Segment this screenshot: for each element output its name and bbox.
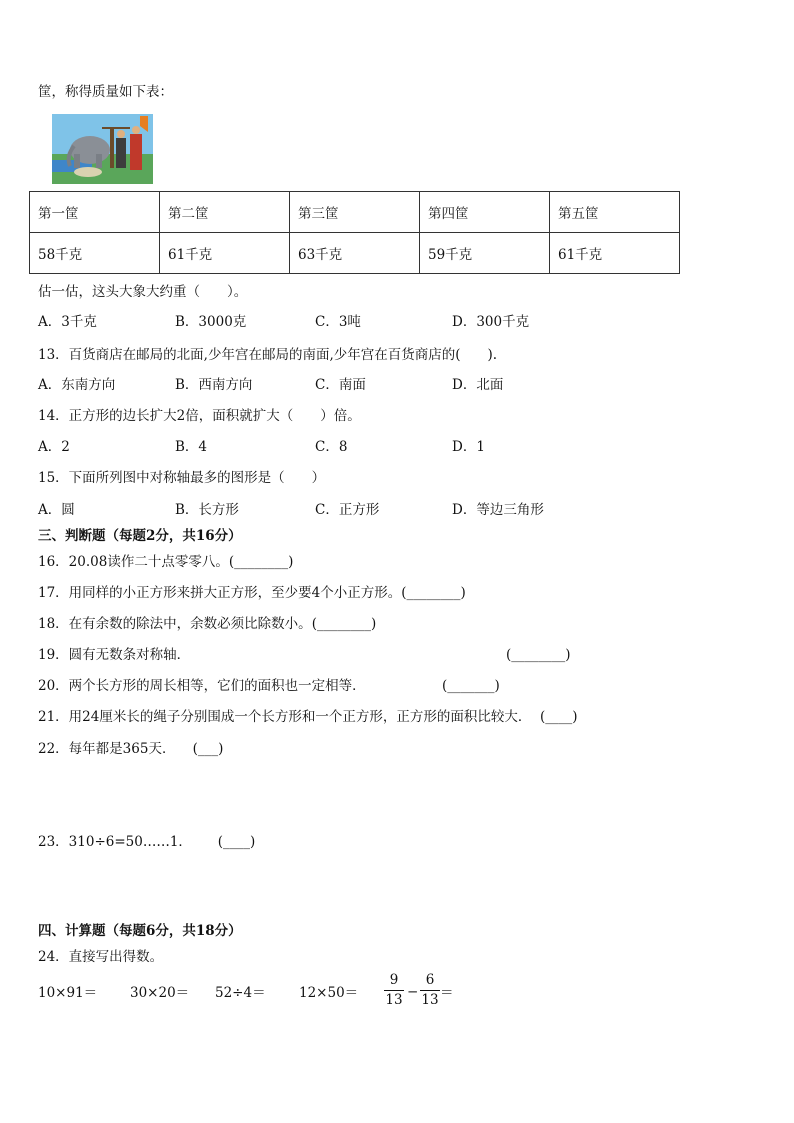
option-a[interactable]: A．3千克 bbox=[38, 314, 97, 330]
judge-question-19: 19．圆有无数条对称轴． bbox=[38, 647, 191, 663]
fraction-expression bbox=[384, 972, 474, 1012]
table-header-cell: 第二筐 bbox=[160, 192, 290, 233]
fraction-2 bbox=[420, 972, 440, 1009]
option-a[interactable]: A．东南方向 bbox=[38, 377, 116, 393]
answer-blank[interactable]: (________) bbox=[401, 585, 466, 601]
question-24-stem: 24．直接写出得数。 bbox=[38, 949, 164, 965]
table-cell: 59千克 bbox=[420, 233, 550, 274]
numerator: 9 bbox=[389, 972, 399, 988]
judge-question-17 bbox=[38, 584, 466, 602]
judge-question-21 bbox=[38, 708, 578, 726]
denominator: 13 bbox=[385, 992, 403, 1008]
option-b[interactable]: B．西南方向 bbox=[175, 377, 253, 393]
equals-sign: ＝ bbox=[440, 985, 454, 1001]
judge-question-20: 20．两个长方形的周长相等，它们的面积也一定相等． bbox=[38, 678, 366, 694]
option-a[interactable]: A．2 bbox=[38, 439, 70, 455]
option-b[interactable]: B．3000克 bbox=[175, 314, 247, 330]
weights-table bbox=[29, 191, 680, 274]
minus-sign: − bbox=[407, 984, 419, 1000]
table-cell: 63千克 bbox=[290, 233, 420, 274]
question-text: 16．20.08读作二十点零零八。 bbox=[38, 554, 229, 570]
option-c[interactable]: C．正方形 bbox=[315, 502, 380, 518]
table-header-row bbox=[30, 192, 680, 233]
option-d[interactable]: D．300千克 bbox=[452, 314, 530, 330]
question-text: 21．用24厘米长的绳子分别围成一个长方形和一个正方形，正方形的面积比较大． bbox=[38, 709, 532, 725]
option-c[interactable]: C．南面 bbox=[315, 377, 366, 393]
answer-blank[interactable]: (_______) bbox=[442, 678, 500, 694]
section-4-heading: 四、计算题（每题6分，共18分） bbox=[38, 923, 242, 939]
option-a[interactable]: A．圆 bbox=[38, 502, 75, 518]
denominator: 13 bbox=[421, 992, 439, 1008]
table-row bbox=[30, 233, 680, 274]
judge-question-23 bbox=[38, 833, 255, 851]
table-cell: 61千克 bbox=[550, 233, 680, 274]
table-header-cell: 第三筐 bbox=[290, 192, 420, 233]
answer-blank[interactable]: (___) bbox=[192, 741, 224, 757]
answer-blank[interactable]: (________) bbox=[228, 554, 294, 570]
option-b[interactable]: B．长方形 bbox=[175, 502, 239, 518]
option-c[interactable]: C．8 bbox=[315, 439, 348, 455]
option-d[interactable]: D．1 bbox=[452, 439, 485, 455]
answer-blank[interactable]: (____) bbox=[217, 834, 256, 850]
option-d[interactable]: D．等边三角形 bbox=[452, 502, 544, 518]
section-3-heading: 三、判断题（每题2分，共16分） bbox=[38, 528, 242, 544]
question-text: 17．用同样的小正方形来拼大正方形，至少要4个小正方形。 bbox=[38, 585, 402, 601]
answer-blank[interactable]: (____) bbox=[539, 709, 578, 725]
table-header-cell: 第五筐 bbox=[550, 192, 680, 233]
calc-item: 52÷4＝ bbox=[215, 985, 266, 1001]
option-b[interactable]: B．4 bbox=[175, 439, 208, 455]
table-header-cell: 第四筐 bbox=[420, 192, 550, 233]
answer-blank[interactable]: (________) bbox=[506, 647, 571, 663]
judge-question-16 bbox=[38, 553, 293, 571]
question-text: 23．310÷6=50……1． bbox=[38, 834, 192, 850]
table-header-cell: 第一筐 bbox=[30, 192, 160, 233]
question-text: 22．每年都是365天． bbox=[38, 741, 176, 757]
intro-text: 筐，称得质量如下表： bbox=[38, 84, 173, 100]
option-c[interactable]: C．3吨 bbox=[315, 314, 361, 330]
judge-question-22 bbox=[38, 740, 223, 758]
answer-blank[interactable]: (________) bbox=[311, 616, 377, 632]
calc-item: 10×91＝ bbox=[38, 985, 98, 1001]
calc-item: 12×50＝ bbox=[299, 985, 359, 1001]
judge-question-18 bbox=[38, 615, 376, 633]
fraction-1 bbox=[384, 972, 404, 1009]
elephant-weighing-picture bbox=[52, 114, 153, 184]
question-12-stem: 估一估，这头大象大约重（ ）。 bbox=[38, 284, 248, 300]
question-15-stem: 15．下面所列图中对称轴最多的图形是（ ） bbox=[38, 470, 326, 486]
numerator: 6 bbox=[425, 972, 435, 988]
table-cell: 61千克 bbox=[160, 233, 290, 274]
question-14-stem: 14．正方形的边长扩大2倍，面积就扩大（ ）倍。 bbox=[38, 408, 361, 424]
calc-item: 30×20＝ bbox=[130, 985, 190, 1001]
question-text: 18．在有余数的除法中，余数必须比除数小。 bbox=[38, 616, 312, 632]
table-cell: 58千克 bbox=[30, 233, 160, 274]
question-13-stem: 13．百货商店在邮局的北面,少年宫在邮局的南面,少年宫在百货商店的( ). bbox=[38, 347, 498, 363]
option-d[interactable]: D．北面 bbox=[452, 377, 504, 393]
